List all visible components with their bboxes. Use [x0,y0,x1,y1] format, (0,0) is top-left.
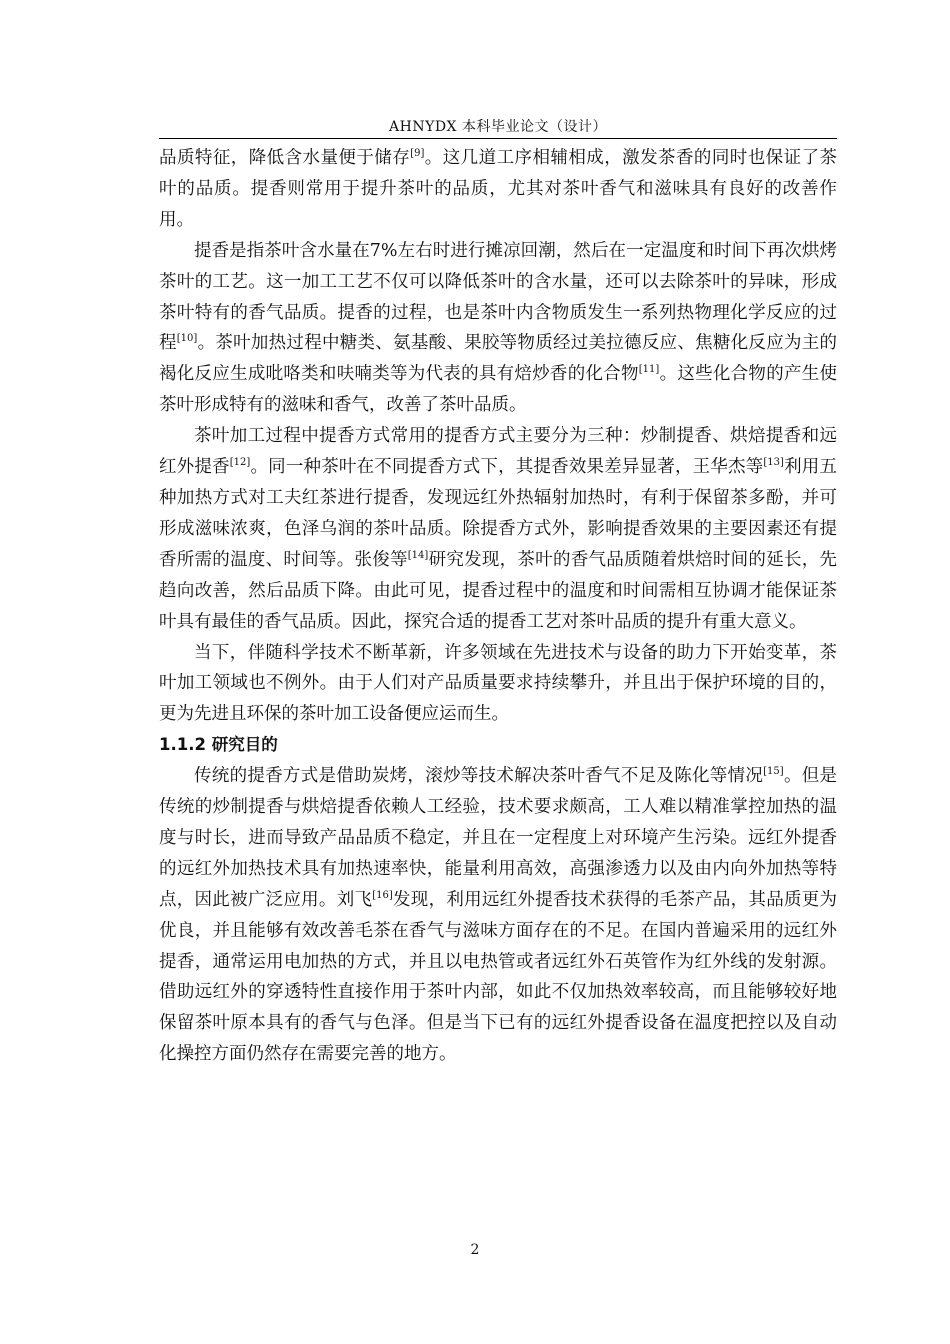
citation-11: [11] [638,364,660,376]
paragraph-4: 当下，伴随科学技术不断革新，许多领域在先进技术与设备的助力下开始变革，茶叶加工领域也不例外。由于人们对产品质量要求持续攀升，并且出于保护环境的目的，更为先进且环保的茶叶加工设备便应运而生。 [159,642,837,725]
paragraph-2: 提香是指茶叶含水量在7%左右时进行摊凉回潮，然后在一定温度和时间下再次烘烤茶叶的工艺。这一加工工艺不仅可以降低茶叶的含水量，还可以去除茶叶的异味，形成茶叶特有的香气品质。提香的过程，也是茶叶内含物质发生一系列热物理化学反应的过程[10]。茶叶加热过程中糖类、氨基酸、果胶等物质经过美拉德反应、焦糖化反应为主的褐化反应生成吡咯类和呋喃类等为代表的具有焙炒香的化合物[11]。这些化合物的产生使茶叶形成特有的滋味和香气，改善了茶叶品质。 [159,240,838,416]
paragraph-1: 品质特征，降低含水量便于储存[9]。这几道工序相辅相成，激发茶香的同时也保证了茶叶的品质。提香则常用于提升茶叶的品质，尤其对茶叶香气和滋味具有良好的改善作用。 [159,148,838,230]
page-number: 2 [470,1242,480,1258]
paragraph-3: 茶叶加工过程中提香方式常用的提香方式主要分为三种：炒制提香、烘焙提香和远红外提香[12]。同一种茶叶在不同提香方式下，其提香效果差异显著，王华杰等[13]利用五种加热方式对工夫红茶进行提香，发现远红外热辐射加热时，有利于保留茶多酚，并可形成滋味浓爽，色泽乌润的茶叶品质。除提香方式外，影响提香效果的主要因素还有提香所需的温度、时间等。张俊等[14]研究发现，茶叶的香气品质随着烘焙时间的延长，先趋向改善，然后品质下降。由此可见，提香过程中的温度和时间需相互协调才能保证茶叶具有最佳的香气品质。因此，探究合适的提香工艺对茶叶品质的提升有重大意义。 [159,426,838,632]
citation-14: [14] [407,549,429,561]
citation-16: [16] [372,889,393,901]
running-header: AHNYDX 本科毕业论文（设计） [389,119,607,135]
citation-12: [12] [229,457,251,469]
citation-10: [10] [176,333,198,345]
paragraph-5: 传统的提香方式是借助炭烤，滚炒等技术解决茶叶香气不足及陈化等情况[15]。但是传统的炒制提香与烘焙提香依赖人工经验，技术要求颇高，工人难以精准掌控加热的温度与时长，进而导致产品品质不稳定，并且在一定程度上对环境产生污染。远红外提香的远红外加热技术具有加热速率快，能量利用高效，高强渗透力以及由内向外加热等特点，因此被广泛应用。刘飞[16]发现，利用远红外提香技术获得的毛茶产品，其品质更为优良，并且能够有效改善毛茶在香气与滋味方面存在的不足。在国内普遍采用的远红外提香，通常运用电加热的方式，并且以电热管或者远红外石英管作为红外线的发射源。借助远红外的穿透特性直接作用于茶叶内部，如此不仅加热效率较高，而且能够较好地保留茶叶原本具有的香气与色泽。但是当下已有的远红外提香设备在温度把控以及自动化操控方面仍然存在需要完善的地方。 [159,766,838,1065]
page-body [159,143,837,1070]
citation-13: [13] [763,457,784,469]
citation-15: [15] [763,766,784,778]
header-rule [159,138,837,139]
citation-9: [9] [410,148,425,159]
section-heading: 1.1.2 研究目的 [159,735,278,755]
